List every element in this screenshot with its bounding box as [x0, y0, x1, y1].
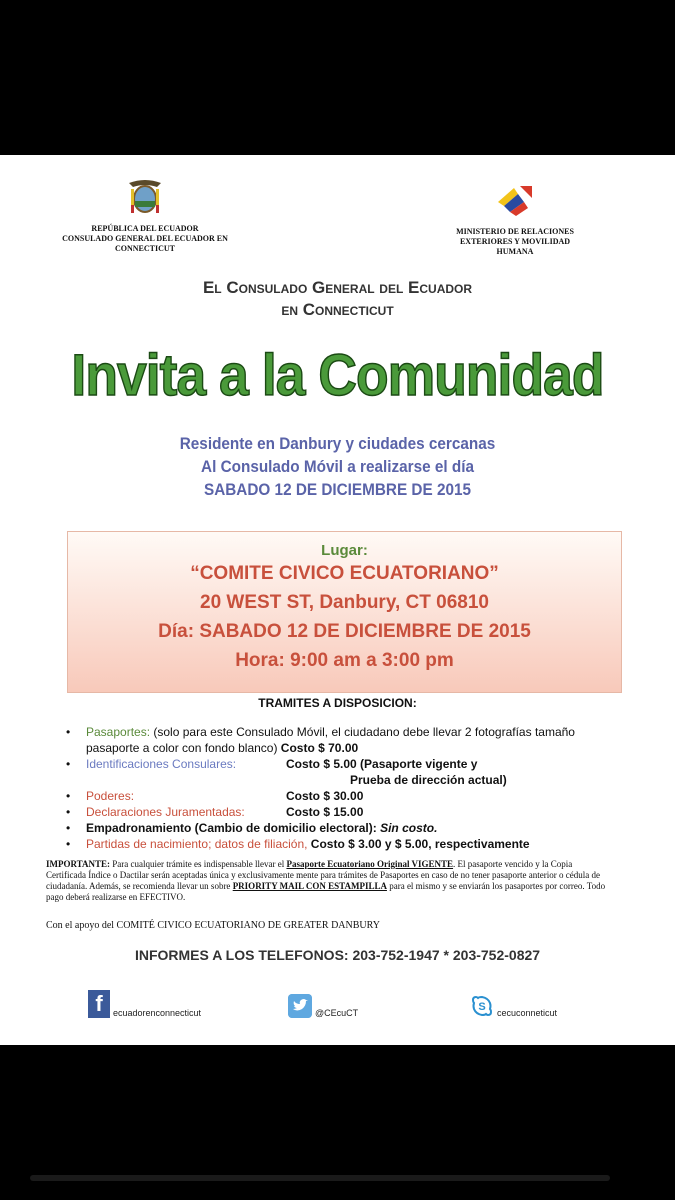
consulate-title-line-2: en Connecticut [281, 300, 394, 319]
consular-id-label: Identificaciones Consulares: [86, 757, 237, 771]
list-item: • Identificaciones Consulares: Costo $ 5.00 (Pasaporte vigente y Prueba de dirección actual) [66, 756, 626, 788]
important-underline-1: Pasaporte Ecuatoriano Original VIGENTE [286, 859, 454, 869]
event-hours: Hora: 9:00 am a 3:00 pm [235, 650, 454, 671]
consular-id-cost: Costo $ 5.00 [286, 757, 357, 771]
passports-text: (solo para este Consulado Móvil, el ciudadano debe llevar 2 fotografías tamaño pasaporte a color con fondo blanco) [86, 725, 575, 755]
header-left-line-1: REPÚBLICA DEL ECUADOR [91, 224, 199, 233]
consular-id-note-2: Prueba de dirección actual) [350, 773, 507, 787]
consular-id-note-1: (Pasaporte vigente y [356, 757, 478, 771]
scrollbar[interactable] [30, 1175, 610, 1181]
header-right-line-1: MINISTERIO DE RELACIONES [456, 227, 574, 236]
birth-certificates-label: Partidas de nacimiento; datos de filiación, [86, 837, 308, 851]
ecuador-coat-of-arms-icon [125, 175, 165, 217]
event-details-box [67, 531, 622, 693]
list-item: • Empadronamiento (Cambio de domicilio electoral): Sin costo. [66, 821, 438, 835]
subheading-line-1: Residente en Danbury y ciudades cercanas [179, 434, 496, 453]
list-item: • Declaraciones Juramentadas: Costo $ 15.00 [66, 805, 364, 819]
powers-label: Poderes: [86, 789, 135, 803]
facebook-icon: f [88, 990, 110, 1018]
important-underline-2: PRIORITY MAIL CON ESTAMPILLA [232, 881, 387, 891]
header-right-line-2: EXTERIORES Y MOVILIDAD [459, 237, 571, 246]
registration-cost: Sin costo. [380, 821, 438, 835]
lugar-label: Lugar: [321, 542, 368, 559]
important-text-1: Para cualquier trámite es indispensable llevar el [110, 859, 287, 869]
header-left-line-3: CONNECTICUT [114, 244, 175, 253]
twitter-handle: @CEcuCT [315, 1008, 359, 1018]
list-item: • Partidas de nacimiento; datos de filiación, Costo $ 3.00 y $ 5.00, respectivamente [66, 837, 530, 851]
header-right-line-3: HUMANA [496, 247, 534, 256]
passports-cost: Costo $ 70.00 [280, 741, 359, 755]
venue-address: 20 WEST ST, Danbury, CT 06810 [200, 592, 489, 613]
important-lead: IMPORTANTE: [46, 859, 111, 869]
powers-cost: Costo $ 30.00 [286, 789, 364, 803]
services-list [66, 724, 626, 852]
passports-label: Pasaportes: [86, 725, 151, 739]
twitter-icon [288, 994, 312, 1018]
ministry-arrows-logo-icon [494, 180, 536, 220]
list-item: • Poderes: Costo $ 30.00 [66, 789, 364, 803]
support-line: Con el apoyo del COMITÉ CIVICO ECUATORIANO DE GREATER DANBURY [46, 920, 380, 931]
skype-icon [470, 994, 494, 1018]
sworn-statements-label: Declaraciones Juramentadas: [86, 805, 245, 819]
consulate-title-line-1: El Consulado General del Ecuador [202, 278, 473, 297]
ministry-header [430, 180, 600, 257]
venue-name: “COMITE CIVICO ECUATORIANO” [190, 563, 499, 584]
subheading-line-2: Al Consulado Móvil a realizarse el día [201, 457, 474, 476]
sworn-statements-cost: Costo $ 15.00 [286, 805, 364, 819]
flyer-sheet [0, 155, 675, 1045]
skype-link[interactable] [470, 986, 557, 1018]
svg-text:S: S [478, 1001, 486, 1013]
event-date: Día: SABADO 12 DE DICIEMBRE DE 2015 [158, 621, 531, 642]
facebook-handle: ecuadorenconnecticut [113, 1008, 202, 1018]
subheading-line-3: SABADO 12 DE DICIEMBRE DE 2015 [204, 480, 471, 499]
subheading [34, 432, 642, 501]
registration-label: Empadronamiento (Cambio de domicilio electoral): [86, 821, 377, 835]
birth-certificates-cost: Costo $ 3.00 y $ 5.00, respectivamente [307, 837, 530, 851]
important-text-2: . El pasaporte vencido y la Copia Certificada Índice o Dactilar serán aceptadas única y exclusivamente mente para trámites de Pasaportes en caso de no tener pasaporte anterior o cédula de ciudadanía. Además, se recomienda llevar un sobre [46, 859, 600, 891]
important-note [46, 859, 606, 903]
facebook-link[interactable] [88, 986, 201, 1018]
header-left-line-2: CONSULADO GENERAL DEL ECUADOR EN [62, 234, 228, 243]
republic-header [40, 175, 250, 254]
phone-numbers: INFORMES A LOS TELEFONOS: 203-752-1947 * 203-752-0827 [134, 947, 541, 963]
twitter-link[interactable] [288, 986, 358, 1018]
headline: Invita a la Comunidad [71, 343, 604, 408]
list-item: • Pasaportes: (solo para este Consulado Móvil, el ciudadano debe llevar 2 fotografías tamaño pasaporte a color con fondo blanco) Costo $ 70.00 [66, 725, 575, 755]
services-title: TRAMITES A DISPOSICION: [258, 696, 417, 710]
consulate-title [0, 277, 675, 321]
important-text-3: para el mismo y se enviarán los pasaportes por correo. Todo pago deberá realizarse en EFECTIVO. [46, 881, 606, 902]
skype-handle: cecuconneticut [497, 1008, 558, 1018]
